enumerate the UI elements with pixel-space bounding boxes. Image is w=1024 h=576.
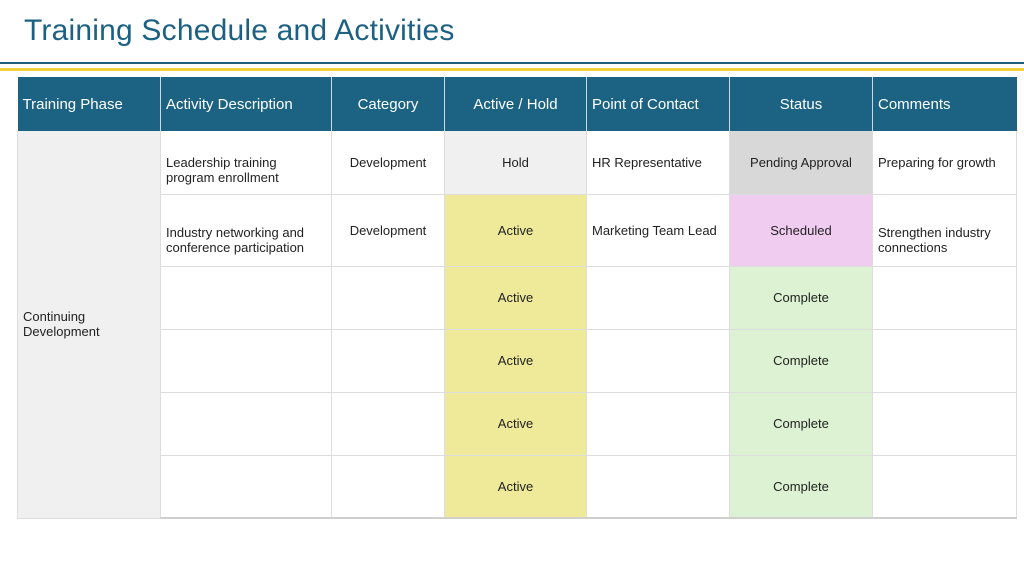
active-hold-cell: Active — [445, 329, 587, 392]
contact-cell — [587, 392, 730, 455]
activity-cell: Leadership training program enrollment — [161, 131, 332, 194]
table-row — [18, 455, 1017, 518]
activity-cell: Industry networking and conference participation — [161, 194, 332, 266]
active-hold-cell: Active — [445, 266, 587, 329]
contact-cell: HR Representative — [587, 131, 730, 194]
table-row — [18, 194, 1017, 266]
table-row — [18, 329, 1017, 392]
category-cell: Development — [332, 131, 445, 194]
category-cell — [332, 392, 445, 455]
active-hold-cell: Hold — [445, 131, 587, 194]
contact-cell: Marketing Team Lead — [587, 194, 730, 266]
active-hold-cell: Active — [445, 455, 587, 518]
category-cell — [332, 455, 445, 518]
comments-cell — [873, 266, 1017, 329]
training-phase-cell: Continuing Development — [18, 131, 161, 518]
comments-cell — [873, 329, 1017, 392]
category-cell — [332, 329, 445, 392]
contact-cell — [587, 455, 730, 518]
status-cell: Scheduled — [730, 194, 873, 266]
status-cell: Complete — [730, 392, 873, 455]
page-title: Training Schedule and Activities — [24, 14, 455, 47]
contact-cell — [587, 266, 730, 329]
table-row — [18, 131, 1017, 194]
title-divider-blue — [0, 62, 1024, 64]
training-schedule-table — [17, 77, 1017, 519]
header-active-hold: Active / Hold — [445, 77, 587, 131]
active-hold-cell: Active — [445, 392, 587, 455]
activity-cell — [161, 266, 332, 329]
header-activity-description: Activity Description — [161, 77, 332, 131]
table-row — [18, 266, 1017, 329]
comments-cell — [873, 455, 1017, 518]
table-row — [18, 392, 1017, 455]
category-cell: Development — [332, 194, 445, 266]
header-status: Status — [730, 77, 873, 131]
header-point-of-contact: Point of Contact — [587, 77, 730, 131]
comments-cell: Preparing for growth — [873, 131, 1017, 194]
title-divider-yellow — [0, 68, 1024, 71]
comments-cell: Strengthen industry connections — [873, 194, 1017, 266]
status-cell: Complete — [730, 455, 873, 518]
status-cell: Complete — [730, 329, 873, 392]
header-category: Category — [332, 77, 445, 131]
table-header-row — [18, 77, 1017, 131]
status-cell: Pending Approval — [730, 131, 873, 194]
active-hold-cell: Active — [445, 194, 587, 266]
comments-cell — [873, 392, 1017, 455]
activity-cell — [161, 392, 332, 455]
header-training-phase: Training Phase — [18, 77, 161, 131]
activity-cell — [161, 455, 332, 518]
category-cell — [332, 266, 445, 329]
header-comments: Comments — [873, 77, 1017, 131]
activity-cell — [161, 329, 332, 392]
contact-cell — [587, 329, 730, 392]
status-cell: Complete — [730, 266, 873, 329]
